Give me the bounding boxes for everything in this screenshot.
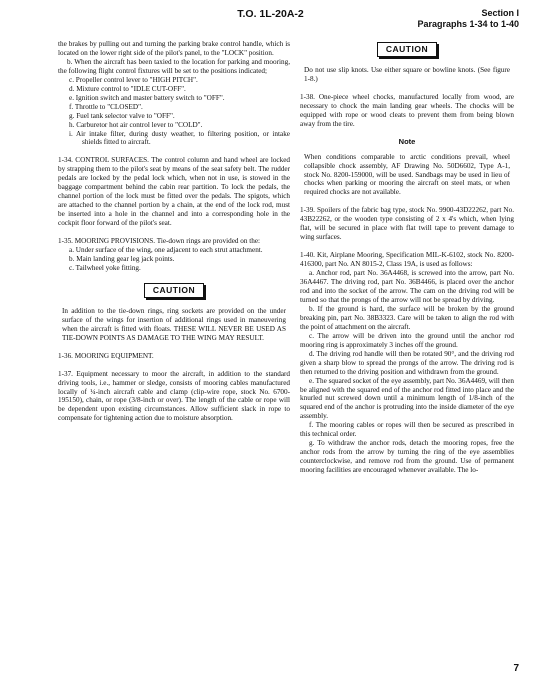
para-1-36: 1-36. MOORING EQUIPMENT. — [58, 351, 154, 360]
note-heading: Note — [398, 136, 416, 146]
section-header — [417, 8, 519, 30]
para-b: b. When the aircraft has been taxied to the location for parking and mooring, the following flight control fixtures will be set to the positions indicated; — [58, 57, 290, 75]
list-item: b. Main landing gear leg jack points. — [69, 254, 175, 263]
para-1-39: 1-39. Spoilers of the fabric bag type, stock No. 9900-43D22262, part No. 43B22262, or the wooden type consisting of 2 x 4's which, when lying flat, will be secured in place with flat twill tape to prevent damage to wing surfaces. — [300, 206, 514, 242]
list-item: d. The driving rod handle will then be rotated 90°, and the driving rod given a sharp blow to spread the prongs of the arrow. The driving rod is then returned to the driving position and withdrawn from the ground. — [300, 349, 514, 376]
list-item: b. If the ground is hard, the surface will be broken by the ground breaking pin, part No. 38B3323. Care will be taken to align the rod with the point of attachment on the aircraft. — [300, 304, 514, 331]
caution-text-left: In addition to the tie-down rings, ring sockets are provided on the under surface of the wings for insertion of additional rings used in maneuvering when the aircraft is fitted with floats. THESE WILL NEVER BE USED AS TIE-DOWN POINTS AS DAMAGE TO THE WING MAY RESULT. — [62, 306, 286, 342]
to-number: T.O. 1L-20A-2 — [237, 8, 304, 20]
list-item: c. The arrow will be driven into the ground until the anchor rod mooring ring is approximately 3 inches off the ground. — [300, 331, 514, 349]
list-item: g. To withdraw the anchor rods, detach the mooring ropes, free the anchor rods from the arrow by turning the ring of the eye assemblies counterclockwise, and remove rod from the ground. Use of permanent mooring facilities are encouraged whenever available. The lo- — [300, 439, 514, 475]
list-item: a. Under surface of the wing, one adjacent to each strut attachment. — [69, 246, 263, 255]
list-item: g. Fuel tank selector valve to "OFF". — [69, 111, 175, 120]
paragraphs-label: Paragraphs 1-34 to 1-40 — [417, 19, 519, 29]
para-1-35: 1-35. MOORING PROVISIONS. Tie-down rings are provided on the: — [58, 237, 261, 246]
para-1-40: 1-40. Kit, Airplane Mooring, Specification MIL-K-6102, stock No. 8200-416300, part No. AN 8015-2, Class 19A, is used as follows: — [300, 251, 514, 269]
list-item: d. Mixture control to "IDLE CUT-OFF". — [69, 84, 186, 93]
caution-box-right: CAUTION — [377, 42, 437, 57]
para-1-34: 1-34. CONTROL SURFACES. The control column and hand wheel are locked by strapping them to the pilot's seat by means of the seat safety belt. The rudder pedals are locked by the pedal lock which, when not in use, is stowed in the baggage compartment behind the cabin rear partition. To lock the pedals, the channel portion of the lock must be fitted over the pedals. The spigots, which are attached to the channel portion by a chain, at the end of the lock rod, must be inserted into a hole in the channel and into a corresponding hole in the cockpit floor forward of the pilot's seat. — [58, 156, 290, 228]
right-column — [300, 40, 514, 475]
caution-box-left: CAUTION — [144, 283, 204, 298]
list-item: c. Tailwheel yoke fitting. — [69, 263, 141, 272]
section-label: Section I — [481, 8, 519, 18]
list-item: a. Anchor rod, part No. 36A4468, is screwed into the arrow, part No. 36A4467. The driving rod, part No. 36B4466, is placed over the anchor rod and into the socket of the arrow. The cam on the driving rod will be turned so that the prongs of the arrow will not be spread by driving. — [300, 269, 514, 304]
para-brakes: the brakes by pulling out and turning the parking brake control handle, which is located on the lower right side of the pilot's panel, to the "LOCK" position. — [58, 40, 290, 57]
para-1-38: 1-38. One-piece wheel chocks, manufactured locally from wood, are necessary to chock the main landing gear wheels. The chocks will be equipped with rope or wood cleats to prevent them from being blown away from the tire. — [300, 92, 514, 128]
list-item: i. Air intake filter, during dusty weather, to filtering position, or intake shields fitted to aircraft. — [69, 129, 290, 147]
list-item: c. Propeller control lever to "HIGH PITCH". — [69, 75, 198, 84]
list-item: e. Ignition switch and master battery switch to "OFF". — [69, 93, 225, 102]
note-text: When conditions comparable to arctic conditions prevail, wheel collapsible chock assembly, AF Drawing No. 50D6602, Type A-1, stock No. 8200-159000, will be used. Sandbags may be used in lieu of chocks when parking or mooring the aircraft on steel mats, or when required chocks are not available. — [304, 152, 510, 197]
page-number: 7 — [513, 663, 519, 674]
caution-text-right: Do not use slip knots. Use either square or bowline knots. (See figure 1-8.) — [304, 65, 510, 83]
list-item: h. Carburetor hot air control lever to "COLD". — [69, 120, 203, 129]
list-item: f. Throttle to "CLOSED". — [69, 102, 143, 111]
list-item: e. The squared socket of the eye assembly, part No. 36A4469, will then be aligned with the squared end of the anchor rod fitted into place and the knurled nut screwed down until a minimum length of 1/8-inch of the squared end of the anchor is protruding into the inside diameter of the eye assembly. — [300, 376, 514, 421]
left-column — [58, 40, 290, 423]
para-1-37: 1-37. Equipment necessary to moor the aircraft, in addition to the standard driving tools, i.e., hammer or sledge, consists of mooring cables manufactured locally of ¼-inch aircraft cable and clamp (clip-wire rope, stock No. 6700-195150), chain, or rope (3/8-inch or over). The length of the cable or rope will be dependent upon existing circumstances. Allow sufficient slack in rope to compensate for tightening action due to moisture absorption. — [58, 369, 290, 423]
list-item: f. The mooring cables or ropes will then be secured as prescribed in this technical order. — [300, 421, 514, 439]
